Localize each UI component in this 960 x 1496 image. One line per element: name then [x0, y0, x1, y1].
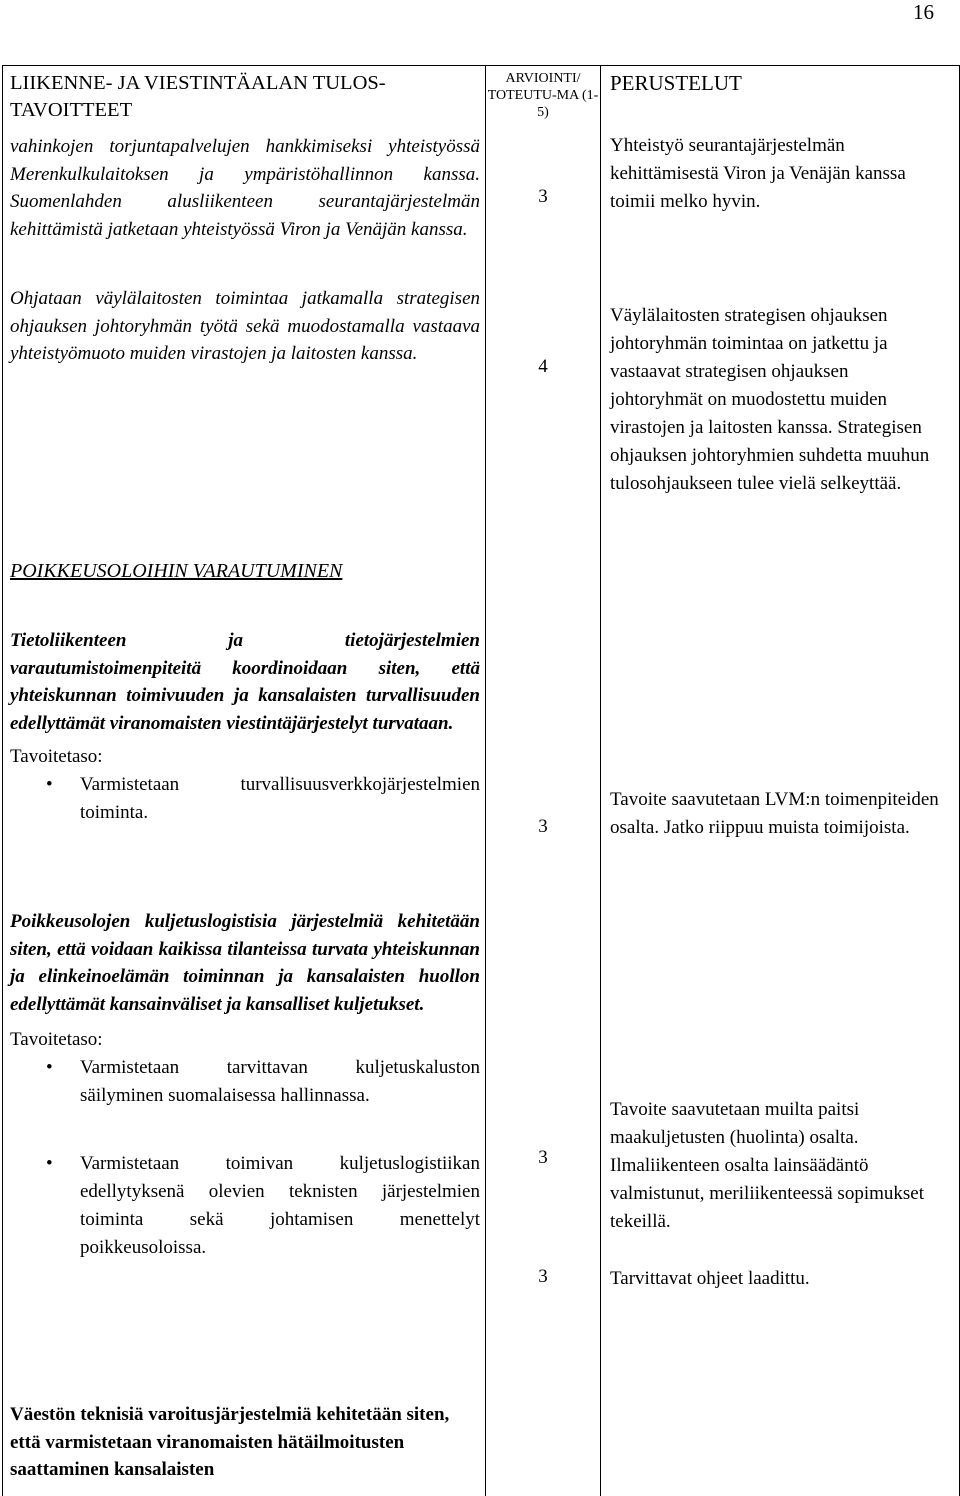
- rating-4: 3: [486, 1147, 600, 1169]
- goal-text-1: vahinkojen torjuntapalvelujen hankkimiseksi yhteistyössä Merenkulkulaitoksen ja ympäristöhallinnon kanssa. Suomenlahden alusliikenteen seurantajärjestelmän kehittämistä jatketaan yhteistyössä Viron ja Venäjän kanssa.: [10, 133, 480, 243]
- list-item: [10, 1054, 480, 1110]
- rating-column: [486, 66, 601, 1496]
- rationale-4: Tavoite saavutetaan muilta paitsi maakuljetusten (huolinta) osalta. Ilmaliikenteen osalta lainsäädäntö valmistunut, meriliikenteessä sopimukset tekeillä.: [610, 1096, 948, 1236]
- rating-2: 4: [486, 356, 600, 378]
- rationale-1: Yhteistyö seurantajärjestelmän kehittämisestä Viron ja Venäjän kanssa toimii melko hyvin.: [610, 132, 940, 216]
- list-item: [10, 1150, 480, 1262]
- goal-text-3: Tietoliikenteen ja tietojärjestelmien varautumistoimenpiteitä koordinoidaan siten, että yhteiskunnan toimivuuden ja kansalaisten turvallisuuden edellyttämät viranomaisten viestintäjärjestelyt turvataan.: [10, 627, 480, 737]
- bullet-list-2: [10, 1054, 480, 1262]
- level-label-2: Tavoitetaso:: [10, 1026, 480, 1054]
- goal-text-4: Poikkeusolojen kuljetuslogistisia järjestelmiä kehitetään siten, että voidaan kaikissa tilanteissa turvata yhteiskunnan ja elinkeinoelämän toiminnan ja kansalaisten huollon edellyttämät kansainväliset ja kansalliset kuljetukset.: [10, 908, 480, 1018]
- bullet-text: Varmistetaan tarvittavan kuljetuskaluston säilyminen suomalaisessa hallinnassa.: [80, 1057, 480, 1106]
- bullet-text: Varmistetaan toimivan kuljetuslogistiikan edellytyksenä olevien teknisten järjestelmien toiminta sekä johtamisen menettelyt poikkeusoloissa.: [80, 1153, 480, 1258]
- bullet-list-1: [10, 771, 480, 827]
- bullet-text: Varmistetaan turvallisuusverkkojärjestelmien toiminta.: [80, 774, 480, 823]
- rating-1: 3: [486, 186, 600, 208]
- rationale-3: Tavoite saavutetaan LVM:n toimenpiteiden osalta. Jatko riippuu muista toimijoista.: [610, 786, 948, 842]
- col2-header: ARVIOINTI/ TOTEUTU-MA (1-5): [486, 70, 600, 121]
- page-number: 16: [913, 0, 934, 25]
- bullet-icon: •: [46, 1054, 53, 1082]
- table-body: [3, 66, 960, 1496]
- col3-header: PERUSTELUT: [610, 70, 950, 96]
- goals-table: [2, 65, 960, 1496]
- section-heading: POIKKEUSOLOIHIN VARAUTUMINEN: [10, 558, 480, 586]
- rationale-5: Tarvittavat ohjeet laadittu.: [610, 1265, 948, 1293]
- level-label-1: Tavoitetaso:: [10, 743, 480, 771]
- goals-column: [3, 66, 486, 1496]
- goal-text-2: Ohjataan väylälaitosten toimintaa jatkamalla strategisen ohjauksen johtoryhmän työtä sekä muodostamalla vastaava yhteistyömuoto muiden virastojen ja laitosten kanssa.: [10, 285, 480, 368]
- bullet-icon: •: [46, 771, 53, 799]
- bullet-icon: •: [46, 1150, 53, 1178]
- goal-text-5: Väestön teknisiä varoitusjärjestelmiä kehitetään siten, että varmistetaan viranomaisten hätäilmoitusten saattaminen kansalaisten: [10, 1401, 480, 1484]
- rationale-2: Väylälaitosten strategisen ohjauksen johtoryhmän toimintaa on jatkettu ja vastaavat strategisen ohjauksen johtoryhmät on muodostettu muiden virastojen ja laitosten kanssa. Strategisen ohjauksen johtoryhmien suhdetta muuhun tulosohjaukseen tulee vielä selkeyttää.: [610, 302, 940, 498]
- rationale-column: [601, 66, 960, 1496]
- rating-5: 3: [486, 1266, 600, 1288]
- col1-header: LIIKENNE- JA VIESTINTÄALAN TULOS-TAVOITTEET: [10, 70, 478, 124]
- list-item: [10, 771, 480, 827]
- rating-3: 3: [486, 816, 600, 838]
